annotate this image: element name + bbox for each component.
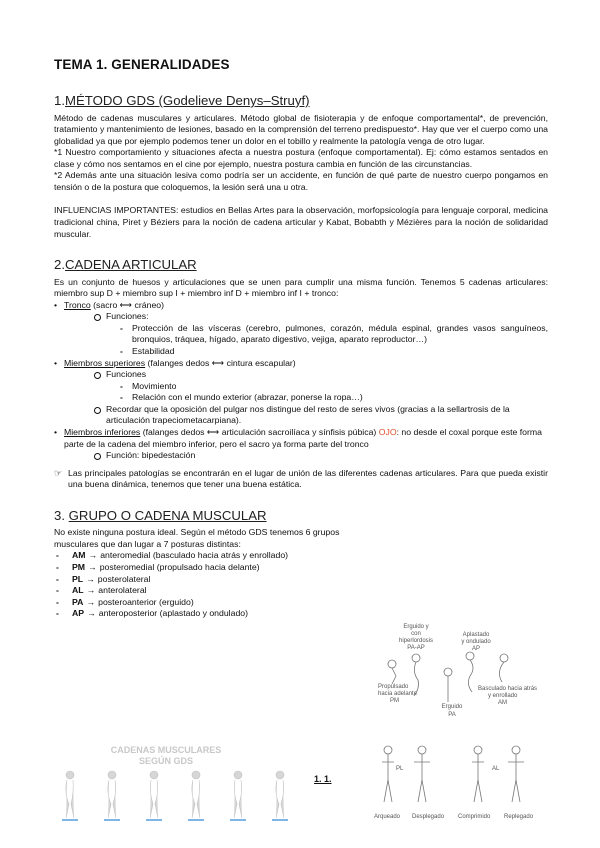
posture-description: anterolateral <box>98 585 147 596</box>
label-ondulado: y ondulado <box>461 639 491 645</box>
posture-item <box>54 585 548 597</box>
arrow-icon: → <box>86 573 95 584</box>
section-3-title <box>54 507 548 525</box>
section-2-number: 2. <box>54 257 65 273</box>
posture-figure-1 <box>62 771 78 821</box>
label-con: con <box>411 631 421 637</box>
label-hiperlordosis: hiperlordosis <box>398 638 434 644</box>
pointing-hand-icon: ☞ <box>54 467 63 478</box>
label-pa-ap: PA-AP <box>407 645 425 651</box>
figure-title-line-2: SEGÚN GDS <box>138 756 194 766</box>
section-3-heading: GRUPO O CADENA MUSCULAR <box>68 507 267 523</box>
posture-item <box>54 597 548 609</box>
arrow-icon: → <box>87 608 96 619</box>
label-comprimido: Comprimido <box>458 814 491 820</box>
figure-arqueado <box>382 746 394 802</box>
chains-list <box>54 300 548 462</box>
posture-item <box>54 562 548 574</box>
posture-description: posterolateral <box>97 573 151 584</box>
posture-figures <box>62 771 288 821</box>
document-page <box>54 56 548 620</box>
label-pl: PL <box>396 766 404 772</box>
figure-pa-ap <box>412 654 420 696</box>
posture-code: PA <box>72 596 84 607</box>
list-item-funciones <box>94 311 548 357</box>
mi-range: (falanges dedos ⟷ articulación sacroilíaca y sínfisis púbica) <box>140 426 379 437</box>
bottom-stick-figures <box>382 746 524 802</box>
arrow-icon: → <box>88 562 97 573</box>
posture-figure-5 <box>230 771 246 821</box>
label-al: AL <box>492 766 500 772</box>
figure-replegado <box>508 746 524 802</box>
tronco-range: (sacro ⟷ cráneo) <box>90 299 165 310</box>
figure-title-line-1: CADENAS MUSCULARES <box>110 745 222 755</box>
posture-code: AM <box>72 550 86 561</box>
section-1-title <box>54 92 548 110</box>
label-aplastado: Aplastado <box>462 632 490 638</box>
pathology-note <box>54 468 548 491</box>
ms-range: (falanges dedos ⟷ cintura escapular) <box>145 357 296 368</box>
figure-pa <box>444 668 452 702</box>
list-item-bipedestacion: Función: bipedestación <box>94 450 548 462</box>
posture-code: AP <box>72 608 85 619</box>
posture-code: PL <box>72 573 84 584</box>
section-3-intro: No existe ninguna postura ideal. Según el método GDS tenemos 6 grupos musculares que dan lugar a 7 posturas distintas: <box>54 527 340 549</box>
posture-description: anteromedial (basculado hacia atrás y enrollado) <box>100 550 289 561</box>
muscle-chains-figure <box>56 742 346 822</box>
label-ap: AP <box>471 646 481 652</box>
list-item-relacion: - Relación con el mundo exterior (abrazar, ponerse la ropa…) <box>120 392 548 404</box>
posture-figure-4 <box>188 771 204 821</box>
label-hacia-adelante: hacia adelante <box>378 691 418 697</box>
label-erguido: Erguido y <box>403 624 429 630</box>
figure-comprimido <box>472 746 484 802</box>
section-1-paragraph-4: INFLUENCIAS IMPORTANTES: estudios en Bellas Artes para la observación, morfopsicología para lenguaje corporal, medicina tradicional china, Piret y Béziers para la noción de cadena articular y Kabat, Bobabth y Mézières para la noción de solidaridad muscular. <box>54 205 548 239</box>
mi-note: : no desde el coxal porque este forma parte de la cadena del miembro inferior, pero el sacro ya forma parte del tronco <box>64 426 542 449</box>
label-propulsado: Propulsado <box>378 684 409 690</box>
list-item-proteccion: - Protección de las vísceras (cerebro, pulmones, corazón, médula espinal, grandes vasos sanguíneos, bronquios, tráquea, hígado, aparato digestivo, vejiga, aparato reproductor…) <box>120 323 548 346</box>
list-item-pulgar: Recordar que la oposición del pulgar nos distingue del resto de seres vivos (gracias a la sellartrosis de la articulación trapeciometacarpiana). <box>94 404 548 427</box>
tronco-label: Tronco <box>64 299 91 310</box>
posture-item <box>54 574 548 586</box>
list-item-movimiento: - Movimiento <box>120 381 548 393</box>
section-1-heading: MÉTODO GDS (Godelieve Denys–Struyf) <box>65 92 310 108</box>
ms-label: Miembros superiores <box>64 357 146 368</box>
list-item-miembros-inferiores <box>54 427 548 462</box>
label-pm: PM <box>390 698 399 704</box>
section-1-number: 1. <box>54 92 65 108</box>
label-enrollado: y enrollado <box>488 693 518 699</box>
posture-figure-3 <box>146 771 162 821</box>
document-title: TEMA 1. GENERALIDADES <box>54 57 230 72</box>
section-2-intro: Es un conjunto de huesos y articulaciones que se unen para cumplir una misma función. Tenemos 5 cadenas articulares: miembro sup D + miembro sup I + miembro inf D + miembro inf I + tronco: <box>54 276 548 299</box>
section-2-title <box>54 256 548 274</box>
mi-label: Miembros inferiores <box>64 426 141 437</box>
label-desplegado: Desplegado <box>412 814 445 820</box>
label-erguido-2: Erguido <box>441 704 463 710</box>
figure-pm <box>388 660 396 684</box>
posture-code: PM <box>72 562 86 573</box>
section-2-heading: CADENA ARTICULAR <box>65 257 197 273</box>
ojo-warning: OJO <box>378 426 397 437</box>
posture-description: posteroanterior (erguido) <box>98 596 194 607</box>
posture-item <box>54 550 548 562</box>
figure-am <box>499 654 508 682</box>
section-1-paragraph-1: Método de cadenas musculares y articulares. Método global de fisioterapia y de enfoque comportamental*, de prevención, tratamiento y mantenimiento de lesiones, basado en la comprensión del terreno predispuesto*. Hay que ver el cuerpo como una globalidad ya que por ejemplo podemos tener un dolor en el tobillo y realmente la patología venga de otro lugar. <box>54 112 548 146</box>
label-am: AM <box>498 700 507 706</box>
funciones-label: Funciones: <box>106 311 149 322</box>
list-item-miembros-superiores <box>54 358 548 427</box>
list-item-tronco <box>54 300 548 358</box>
section-1-paragraph-3: *2 Además ante una situación lesiva como podría ser un accidente, en función de qué parte de nuestro cuerpo pongamos en tensión o de la postura que coloquemos, la lesión será una u otra. <box>54 170 548 192</box>
arrow-icon: → <box>86 585 96 596</box>
label-basculado: Basculado hacia atrás <box>478 686 538 692</box>
posture-description: posteromedial (propulsado hacia delante) <box>99 562 260 573</box>
posture-list <box>54 550 548 619</box>
pathology-note-text: Las principales patologías se encontrarán en el lugar de unión de las diferentes cadenas articulares. Para que pueda existir una buena dinámica, tenemos que tener una buena estática. <box>68 467 548 490</box>
figure-ap <box>466 652 474 692</box>
figure-tag: 1. 1. <box>314 774 332 784</box>
postures-diagram-bottom <box>372 740 552 826</box>
arrow-icon: → <box>86 596 96 607</box>
posture-code: AL <box>72 585 84 596</box>
label-pa: PA <box>448 712 456 718</box>
figure-desplegado <box>414 746 430 802</box>
posture-figure-6 <box>272 771 288 821</box>
ms-funciones-label: Funciones <box>106 369 147 380</box>
label-replegado: Replegado <box>504 814 534 820</box>
list-item-ms-funciones <box>94 369 548 404</box>
section-1-paragraph-2: *1 Nuestro comportamiento y situaciones afecta a nuestra postura (enfoque comportamental). Ej: cómo estamos sentados en clase y cómo nos sentamos en el cine por ejemplo, nuestra postura cambia en función de las circunstancias. <box>54 147 548 169</box>
posture-figure-2 <box>104 771 120 821</box>
list-item-estabilidad: - Estabilidad <box>120 346 548 358</box>
label-arqueado: Arqueado <box>374 814 401 820</box>
section-3-number: 3. <box>54 507 69 523</box>
arrow-icon: → <box>88 550 98 561</box>
posture-description: anteroposterior (aplastado y ondulado) <box>98 608 248 619</box>
